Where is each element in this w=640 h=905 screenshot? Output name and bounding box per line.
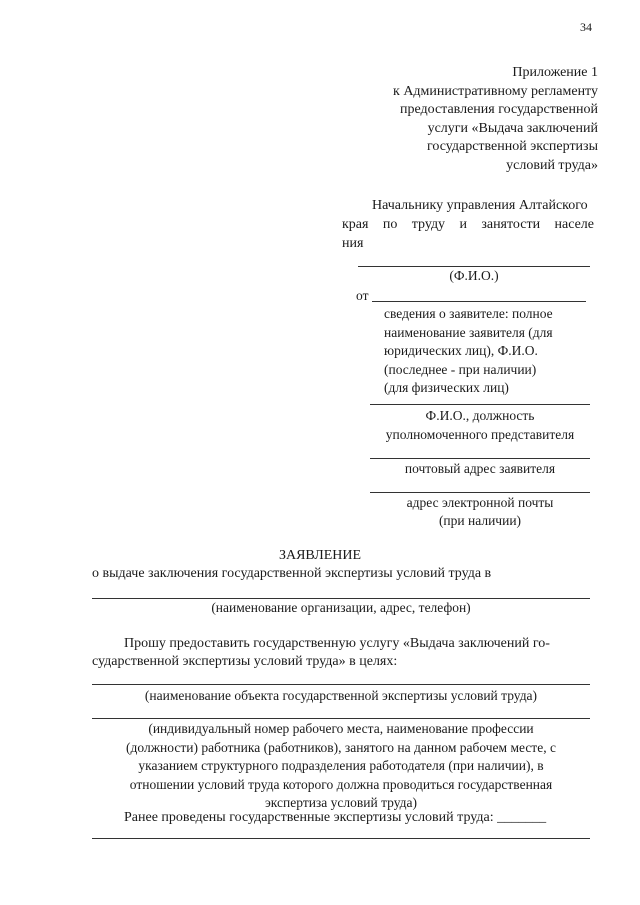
appendix-line: Приложение 1 <box>512 65 598 80</box>
request-line-2: сударственной экспертизы условий труда» в целях: <box>92 654 398 669</box>
fio-blank[interactable] <box>358 266 590 267</box>
statement-title: ЗАЯВЛЕНИЕ <box>278 548 362 563</box>
email-blank[interactable] <box>370 492 590 493</box>
org-blank[interactable] <box>92 598 590 599</box>
object-caption: (наименование объекта государственной экспертизы условий труда) <box>144 688 538 703</box>
appendix-block <box>393 64 598 175</box>
from-label: от <box>356 288 369 303</box>
workplace-line: указанием структурного подразделения работодателя (при наличии), в <box>138 758 544 773</box>
addressee-line-3: ния <box>342 236 364 251</box>
org-caption: (наименование организации, адрес, телефон) <box>211 600 471 615</box>
applicant-line: (последнее - при наличии) <box>384 361 537 377</box>
statement-subtitle: о выдаче заключения государственной экспертизы условий труда в <box>92 566 492 581</box>
addressee-line-2: края по труду и занятости населе <box>342 217 594 232</box>
fio-caption: (Ф.И.О.) <box>449 268 499 283</box>
workplace-line: экспертиза условий труда) <box>265 795 417 810</box>
appendix-line: условий труда» <box>506 157 598 173</box>
workplace-caption <box>80 720 602 813</box>
applicant-line: юридических лиц), Ф.И.О. <box>384 343 538 358</box>
rep-caption-2: уполномоченного представителя <box>385 427 575 442</box>
email-caption-2: (при наличии) <box>438 513 522 528</box>
email-caption-1: адрес электронной почты <box>406 495 554 510</box>
postal-caption: почтовый адрес заявителя <box>404 461 556 476</box>
workplace-line: (должности) работника (работников), занятого на данном рабочем месте, с <box>126 739 556 755</box>
workplace-line: (индивидуальный номер рабочего места, наименование профессии <box>148 721 534 736</box>
addressee-line-1: Начальнику управления Алтайского <box>372 198 588 213</box>
appendix-line: услуги «Выдача заключений <box>427 120 598 136</box>
page-number: 34 <box>580 20 592 34</box>
rep-caption-1: Ф.И.О., должность <box>425 408 535 423</box>
appendix-line: к Административному регламенту <box>393 83 598 99</box>
appendix-line: государственной экспертизы <box>426 139 598 154</box>
previous-blank[interactable] <box>92 838 590 839</box>
object-blank[interactable] <box>92 684 590 685</box>
workplace-blank[interactable] <box>92 718 590 719</box>
previous-expertise: Ранее проведены государственные экспертизы условий труда: _______ <box>124 810 547 825</box>
from-blank[interactable] <box>372 301 586 302</box>
request-line-1: Прошу предоставить государственную услугу «Выдача заключений го- <box>124 636 550 651</box>
rep-blank[interactable] <box>370 404 590 405</box>
workplace-line: отношении условий труда которого должна проводиться государственная <box>129 776 553 792</box>
applicant-line: сведения о заявителе: полное <box>384 306 553 321</box>
appendix-line: предоставления государственной <box>399 102 598 117</box>
applicant-info <box>384 305 553 398</box>
applicant-line: (для физических лиц) <box>384 380 509 395</box>
postal-blank[interactable] <box>370 458 590 459</box>
applicant-line: наименование заявителя (для <box>384 324 553 340</box>
